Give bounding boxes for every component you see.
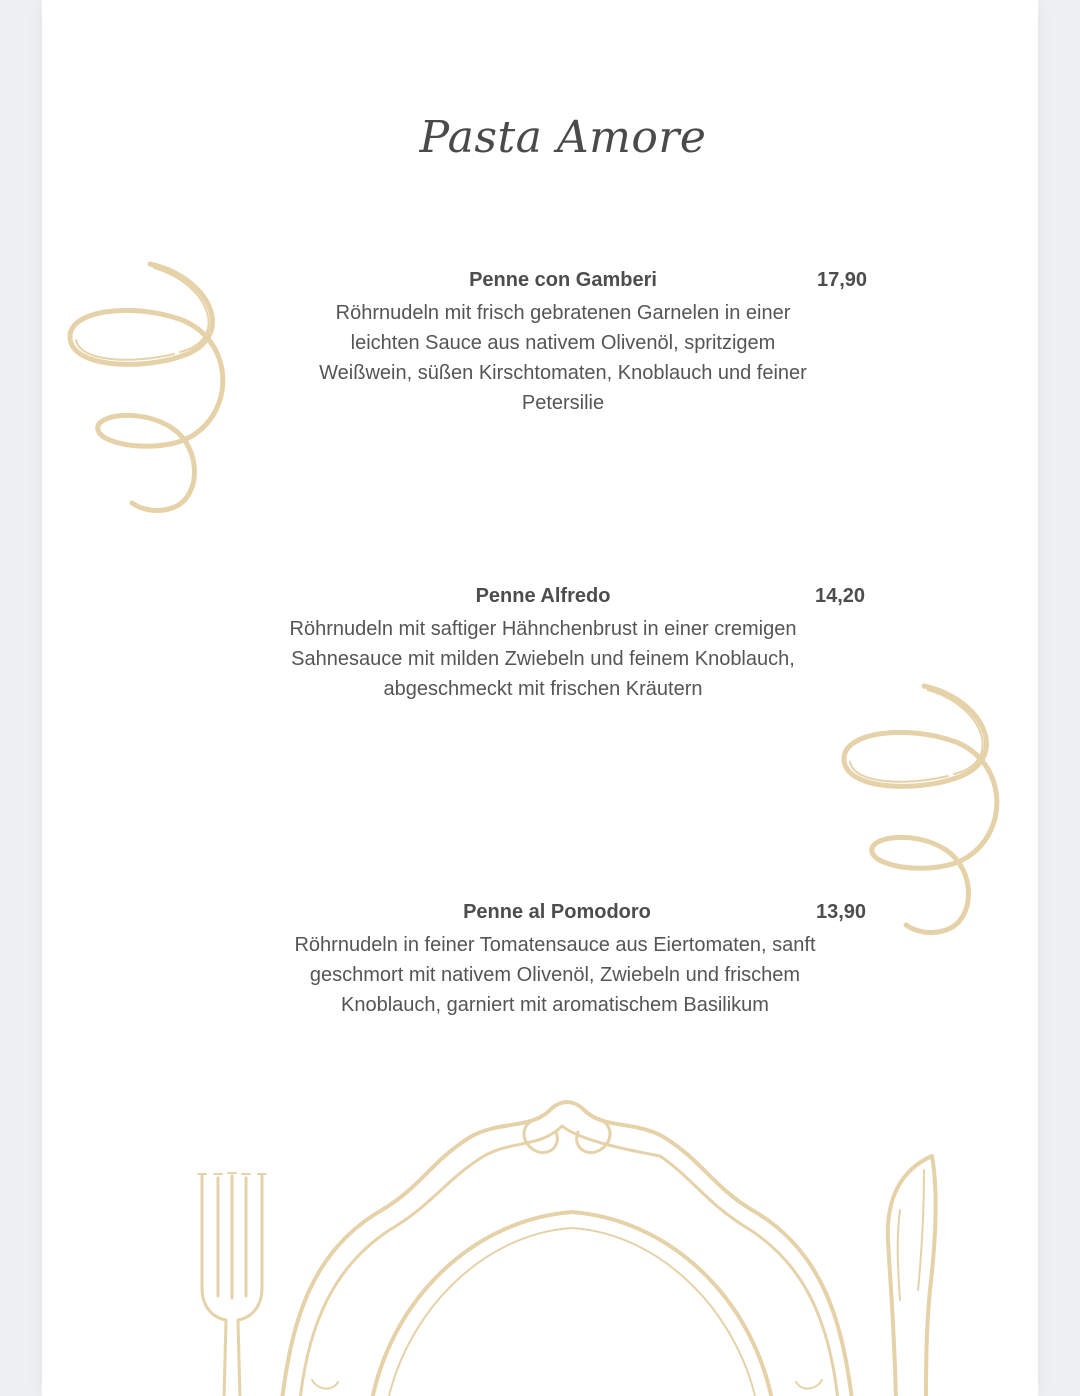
item-description: Röhrnudeln mit saftiger Hähnchenbrust in einer cremigen Sahnesauce mit milden Zwiebeln und feinem Knoblauch, abgeschmeckt mit frischen Kräutern [289, 618, 797, 700]
item-name: Penne con Gamberi [469, 269, 657, 291]
item-name: Penne Alfredo [475, 585, 611, 607]
item-name: Penne al Pomodoro [463, 901, 651, 923]
menu-page [42, 0, 1038, 1396]
item-description: Röhrnudeln mit frisch gebratenen Garnelen in einer leichten Sauce aus nativem Olivenöl, spritzigem Weißwein, süßen Kirschtomaten, Knoblauch und feiner Petersilie [319, 302, 807, 414]
plate-icon [272, 1100, 872, 1396]
item-price: 17,90 [817, 269, 868, 291]
item-description: Röhrnudeln in feiner Tomatensauce aus Eiertomaten, sanft geschmort mit nativem Olivenöl, Zwiebeln und frischem Knoblauch, garniert mit aromatischem Basilikum [294, 934, 816, 1016]
item-price: 13,90 [816, 901, 867, 923]
menu-title: Pasta Amore [419, 112, 707, 163]
fork-icon [192, 1168, 272, 1396]
knife-icon [880, 1150, 950, 1396]
item-price: 14,20 [815, 585, 866, 607]
